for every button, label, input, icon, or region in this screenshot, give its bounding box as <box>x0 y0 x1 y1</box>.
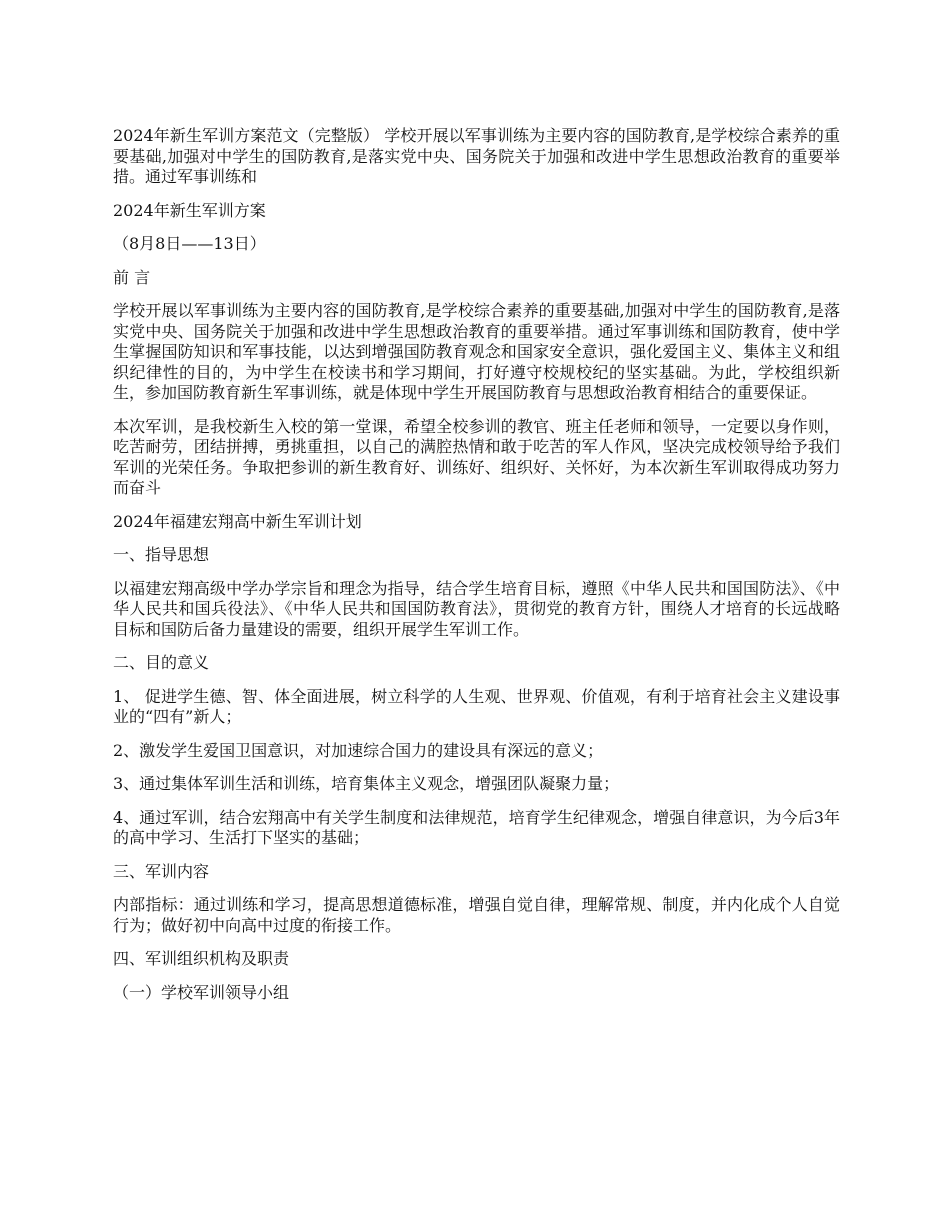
section-1-paragraph: 以福建宏翔高级中学办学宗旨和理念为指导，结合学生培育目标，遵照《中华人民共和国国防法》、《中华人民共和国兵役法》、《中华人民共和国国防教育法》，贯彻党的教育方针，围绕人才培育的长远战略目标和国防后备力量建设的需要，组织开展学生军训工作。 <box>113 578 840 639</box>
section-1-heading: 一、指导思想 <box>113 545 210 564</box>
section-3-heading: 三、军训内容 <box>113 861 210 881</box>
purpose-item-4: 4、通过军训，结合宏翔高中有关学生制度和法律规范，培育学生纪律观念，增强自律意识，为今后3年的高中学习、生活打下坚实的基础； <box>113 807 840 847</box>
intro-paragraph: 2024年新生军训方案范文（完整版） 学校开展以军事训练为主要内容的国防教育,是学校综合素养的重要基础,加强对中学生的国防教育,是落实党中央、国务院关于加强和改进中学生思想政治教育的重要举措。通过军事训练和 <box>113 126 840 186</box>
subsection-heading: （一）学校军训领导小组 <box>113 982 290 1002</box>
purpose-item-3: 3、通过集体军训生活和训练，培育集体主义观念，增强团队凝聚力量； <box>113 774 620 793</box>
school-plan-title: 2024年福建宏翔高中新生军训计划 <box>113 511 362 531</box>
preface-paragraph-2: 本次军训，是我校新生入校的第一堂课，希望全校参训的教官、班主任老师和领导，一定要以身作则，吃苦耐劳，团结拼搏，勇挑重担，以自己的满腔热情和敢于吃苦的军人作风，坚决完成校领导给予我们军训的光荣任务。争取把参训的新生教育好、训练好、组织好、关怀好，为本次新生军训取得成功努力而奋斗 <box>113 416 840 497</box>
preface-heading: 前 言 <box>113 267 151 287</box>
purpose-item-1: 1、 促进学生德、智、体全面进展，树立科学的人生观、世界观、价值观，有利于培育社会主义建设事业的“四有”新人； <box>113 686 840 726</box>
section-2-heading: 二、目的意义 <box>113 653 210 672</box>
plan-title: 2024年新生军训方案 <box>113 200 266 220</box>
purpose-item-2: 2、激发学生爱国卫国意识，对加速综合国力的建设具有深远的意义； <box>113 740 604 760</box>
section-3-paragraph: 内部指标：通过训练和学习，提高思想道德标准，增强自觉自律，理解常规、制度，并内化成个人自觉行为；做好初中向高中过度的衔接工作。 <box>113 895 840 935</box>
plan-dates: （8月8日——13日） <box>113 234 266 253</box>
preface-paragraph-1: 学校开展以军事训练为主要内容的国防教育,是学校综合素养的重要基础,加强对中学生的国防教育,是落实党中央、国务院关于加强和改进中学生思想政治教育的重要举措。通过军事训练和国防教育，使中学生掌握国防知识和军事技能，以达到增强国防教育观念和国家安全意识，强化爱国主义、集体主义和组织纪律性的目的，为中学生在校读书和学习期间，打好遵守校规校纪的坚实基础。为此，学校组织新生，参加国防教育新生军事训练，就是体现中学生开展国防教育与思想政治教育相结合的重要保证。 <box>113 301 840 402</box>
document-page <box>113 126 840 1016</box>
section-4-heading: 四、军训组织机构及职责 <box>113 949 290 968</box>
